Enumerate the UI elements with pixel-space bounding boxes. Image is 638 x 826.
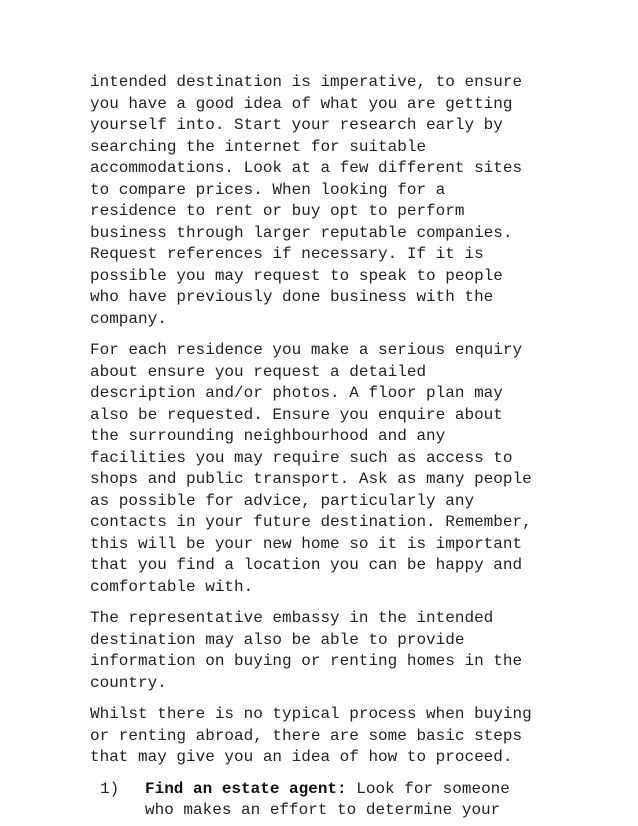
paragraph-process: Whilst there is no typical process when buying or renting abroad, there are some basic steps that may give you an idea of how to proceed. <box>90 705 532 766</box>
paragraph-embassy: The representative embassy in the intended destination may also be able to provide information on buying or renting homes in the country. <box>90 609 523 692</box>
paragraph-research: intended destination is imperative, to ensure you have a good idea of what you are getting yourself into. Start your research early by searching the internet for suitable accommodations. Look at a few different sites to compare prices. When looking for a residence to rent or buy opt to perform business through larger reputable companies. Request references if necessary. If it is possible you may request to speak to people who have previously done business with the company. <box>90 73 523 328</box>
list-item-number: 1) <box>100 779 120 798</box>
steps-list <box>90 779 560 822</box>
list-item-text: Look for someone who makes an effort to determine your <box>145 779 510 819</box>
list-item-term: Find an estate agent: <box>145 779 347 798</box>
document-body <box>90 72 560 822</box>
list-item <box>90 779 560 822</box>
paragraph-enquiry: For each residence you make a serious enquiry about ensure you request a detailed description and/or photos. A floor plan may also be requested. Ensure you enquire about the surrounding neighbourhood and any facilities you may require such as access to shops and public transport. Ask as many people as possible for advice, particularly any contacts in your future destination. Remember, this will be your new home so it is important that you find a location you can be happy and comfortable with. <box>90 341 532 596</box>
